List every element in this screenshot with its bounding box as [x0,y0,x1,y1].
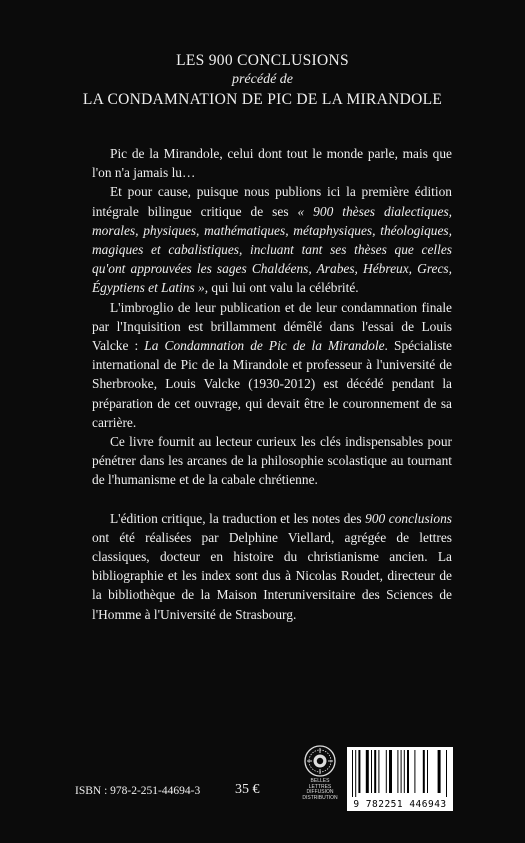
barcode-bar [378,750,379,793]
barcode-bar [401,750,402,793]
barcode [347,747,453,811]
barcode-bars-icon [350,750,450,797]
barcode-bar [386,750,387,793]
publisher-logo [301,745,339,811]
paragraph-credits: L'édition critique, la traduction et les notes des 900 conclusions ont été réalisées par Delphine Viellard, agrégée de lettres classiques, docteur en histoire du christianisme ancien. La bibliographie et les index sont dus à Nicolas Roudet, directeur de la bibliothèque de la Maison Interuniversitaire des Sciences de l'Homme à l'Université de Strasbourg. [92,510,452,622]
barcode-bar [389,750,392,793]
theses-title: « 900 thèses dialectiques, morales, physiques, mathématiques, métaphysiques, théologiques, magiques et cabalistiques, incluant tant ses thèses que celles qu'ont approuvées les sages Chaldéens, Arabes, Hébreux, Grecs, Égyptiens et Latins » [92,203,452,296]
barcode-bar [358,750,360,793]
barcode-bar [407,750,409,793]
paragraph-reader: Ce livre fournit au lecteur curieux les clés indispensables pour pénétrer dans les arcanes de la philosophie scolastique au tournant de l'humanisme et de la cabale chrétienne. [92,434,452,488]
barcode-bar [404,750,405,793]
barcode-bar [427,750,428,793]
paragraph-intro: Pic de la Mirandole, celui dont tout le monde parle, mais que l'on n'a jamais lu… [92,146,452,181]
conclusions-title: 900 conclusions [365,510,452,526]
barcode-bar [352,750,353,797]
barcode-bar [397,750,398,793]
isbn-text: ISBN : 978-2-251-44694-3 [75,785,201,797]
publisher-emblem-icon [304,745,336,777]
title-block [0,52,525,109]
barcode-bar [355,750,356,797]
paragraph-edition: Et pour cause, puisque nous publions ici la première édition intégrale bilingue critique de ses « 900 thèses dialectiques, morales, physiques, mathématiques, métaphysiques, théologiques, magiques et cabalistiques, incluant tant ses thèses que celles qu'ont approuvées les sages Chaldéens, Arabes, Hébreux, Grecs, Égyptiens et Latins », qui lui ont valu la célébrité. [92,184,452,296]
price-text: 35 € [235,782,260,797]
barcode-bar [414,750,415,793]
paragraph-valcke: L'imbroglio de leur publication et de leur condamnation finale par l'Inquisition est brillamment démêlé dans l'essai de Louis Valcke : La Condamnation de Pic de la Mirandole. Spécialiste international de Pic de la Mirandole et professeur à l'université de Sherbrooke, Louis Valcke (1930-2012) est décédé pendant la préparation de cet ouvrage, qui devait être le couronnement de sa carrière. [92,299,452,430]
barcode-bar [374,750,376,793]
barcode-bar [446,750,447,797]
barcode-bar [371,750,372,793]
paragraph-spacer [92,490,452,509]
barcode-bar [423,750,425,793]
barcode-number: 9 782251 446943 [353,799,447,810]
book-title: LES 900 CONCLUSIONS [176,52,349,69]
barcode-bar [438,750,441,793]
back-cover-text [92,144,452,624]
publisher-name: BELLES LETTRES DIFFUSION DISTRIBUTION [302,778,338,801]
book-subtitle: précédé de [231,72,294,87]
book-second-title: LA CONDAMNATION DE PIC DE LA MIRANDOLE [82,91,443,108]
barcode-bar [366,750,369,793]
essay-title: La Condamnation de Pic de la Mirandole [144,338,385,354]
